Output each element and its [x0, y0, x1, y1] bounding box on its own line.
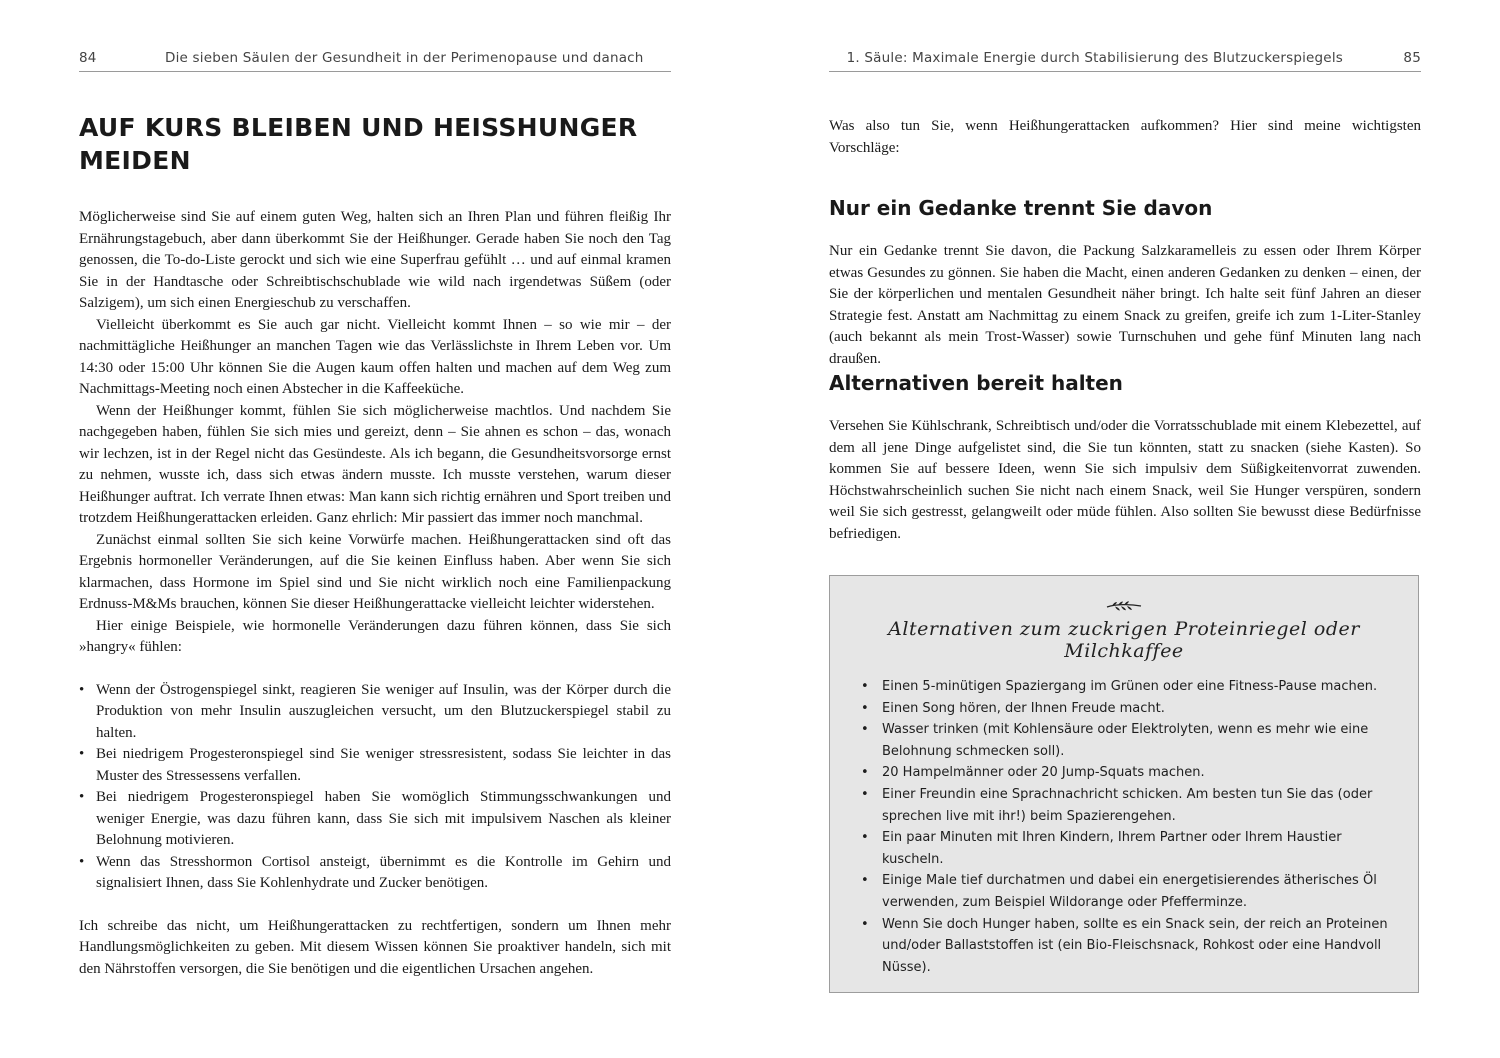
list-item: • 20 Hampelmänner oder 20 Jump-Squats machen.: [852, 762, 1396, 784]
section-heading: Alternativen bereit halten: [829, 371, 1123, 395]
running-header-right: [829, 47, 1421, 72]
tip-box-title: Alternativen zum zuckrigen Proteinriegel oder Milchkaffee: [888, 618, 1360, 662]
list-item: • Ein paar Minuten mit Ihren Kindern, Ihrem Partner oder Ihrem Haustier kuscheln.: [852, 827, 1396, 870]
chapter-heading-line1: AUF KURS BLEIBEN UND HEISSHUNGER: [79, 113, 638, 142]
left-page-body: [79, 111, 671, 980]
hormone-bullet-list: [79, 680, 671, 895]
paragraph: Hier einige Beispiele, wie hormonelle Veränderungen dazu führen können, dass Sie sich »hangry« fühlen:: [79, 617, 671, 655]
paragraph: Zunächst einmal sollten Sie sich keine Vorwürfe machen. Heißhungerattacken sind oft das Ergebnis hormoneller Veränderungen, auf die Sie keinen Einfluss haben. Aber wenn Sie sich klarmachen, dass Hormone im Spiel sind und Sie nicht wirklich noch eine Familienpackung Erdnuss-M&Ms brauchen, können Sie dieser Heißhungerattacke vielleicht leichter widerstehen.: [79, 531, 671, 612]
list-item: • Bei niedrigem Progesteronspiegel sind Sie weniger stressresistent, sodass Sie leichter in das Muster des Stressessens verfallen.: [79, 744, 671, 787]
intro-paragraph: Was also tun Sie, wenn Heißhungerattacken aufkommen? Hier sind meine wichtigsten Vorschläge:: [829, 118, 1421, 156]
list-item: • Bei niedrigem Progesteronspiegel haben Sie womöglich Stimmungsschwankungen und weniger Energie, was dazu führen kann, dass Sie sich mit impulsivem Naschen als kleiner Belohnung motivieren.: [79, 787, 671, 852]
paragraph: Nur ein Gedanke trennt Sie davon, die Packung Salzkaramelleis zu essen oder Ihrem Körper etwas Gesundes zu gönnen. Sie haben die Macht, einen anderen Gedanken zu denken – einen, der Sie der körperlichen und mentalen Gesundheit näher bringt. Ich halte seit fünf Jahren an dieser Strategie fest. Anstatt am Nachmittag zu einem Snack zu greifen, greife ich zum 1-Liter-Stanley (auch bekannt als mein Trost-Wasser) sowie Turnschuhen und gehe fünf Minuten lang nach draußen.: [829, 243, 1421, 367]
paragraph: Versehen Sie Kühlschrank, Schreibtisch und/oder die Vorratsschublade mit einem Klebezettel, auf dem all jene Dinge aufgelistet sind, die Sie tun könnten, statt zu snacken (siehe Kasten). So kommen Sie auf bessere Ideen, wenn Sie sich impulsiv dem Süßigkeitenvorrat zuwenden. Höchstwahrscheinlich suchen Sie nicht nach einem Snack, weil Sie Hunger verspüren, sondern weil Sie sich gestresst, gelangweilt oder müde fühlen. Also sollten Sie bewusst diese Bedürfnisse befriedigen.: [829, 418, 1421, 542]
running-header-left: [79, 47, 671, 72]
leaf-ornament-icon: [1104, 598, 1144, 614]
running-head-title: 1. Säule: Maximale Energie durch Stabilisierung des Blutzuckerspiegels: [846, 50, 1343, 66]
list-item: • Einige Male tief durchatmen und dabei ein energetisierendes ätherisches Öl verwenden, zum Beispiel Wildorange oder Pfefferminze.: [852, 870, 1396, 913]
tip-box-list: [852, 676, 1396, 978]
chapter-heading: [79, 111, 671, 177]
paragraph: Möglicherweise sind Sie auf einem guten Weg, halten sich an Ihren Plan und führen fleißig Ihr Ernährungstagebuch, aber dann überkommt Sie der Heißhunger. Gerade haben Sie noch den Tag genossen, die To-do-Liste gerockt und sich wie eine Superfrau gefühlt … und auf einmal kramen Sie in der Handtasche oder Schreibtischschublade wie wild nach irgendetwas Süßem (oder Salzigem), um sich einen Energieschub zu verschaffen.: [79, 209, 671, 311]
closing-paragraph: Ich schreibe das nicht, um Heißhungerattacken zu rechtfertigen, sondern um Ihnen mehr Handlungsmöglichkeiten zu geben. Mit diesem Wissen können Sie proaktiver handeln, sich mit den Nährstoffen versorgen, die Sie benötigen und die eigentlichen Ursachen angehen.: [79, 917, 671, 977]
page-number: 85: [1403, 50, 1421, 66]
paragraph: Wenn der Heißhunger kommt, fühlen Sie sich möglicherweise machtlos. Und nachdem Sie nachgegeben haben, fühlen Sie sich mies und gereizt, denn – Sie ahnen es schon – das, wonach wir lechzen, ist in der Regel nicht das Gesündeste. Als ich begann, die Gesundheitsvorsorge ernst zu nehmen, wusste ich, dass sich etwas ändern musste. Ich musste verstehen, warum dieser Heißhunger auftrat. Ich verrate Ihnen etwas: Man kann sich richtig ernähren und Sport treiben und trotzdem Heißhungerattacken erleiden. Ganz ehrlich: Mir passiert das immer noch manchmal.: [79, 402, 671, 526]
list-item: • Wenn der Östrogenspiegel sinkt, reagieren Sie weniger auf Insulin, was der Körper durch die Produktion von mehr Insulin auszugleichen versucht, um den Blutzuckerspiegel stabil zu halten.: [79, 680, 671, 745]
paragraph: Vielleicht überkommt es Sie auch gar nicht. Vielleicht kommt Ihnen – so wie mir – der nachmittägliche Heißhunger an manchen Tagen wie das Verlässlichste in Ihrem Leben vor. Um 14:30 oder 15:00 Uhr können Sie die Augen kaum offen halten und machen auf dem Weg zum Nachmittags-Meeting noch einen Abstecher in die Kaffeeküche.: [79, 316, 671, 397]
tip-box: [829, 575, 1419, 993]
list-item: • Wasser trinken (mit Kohlensäure oder Elektrolyten, wenn es mehr wie eine Belohnung schmecken soll).: [852, 719, 1396, 762]
right-page-body: [829, 116, 1421, 993]
section-heading: Nur ein Gedanke trennt Sie davon: [829, 196, 1213, 220]
list-item: • Wenn Sie doch Hunger haben, sollte es ein Snack sein, der reich an Proteinen und/oder Ballaststoffen ist (ein Bio-Fleischsnack, Rohkost oder eine Handvoll Nüsse).: [852, 914, 1396, 979]
running-head-title: Die sieben Säulen der Gesundheit in der Perimenopause und danach: [165, 50, 644, 66]
list-item: • Wenn das Stresshormon Cortisol ansteigt, übernimmt es die Kontrolle im Gehirn und signalisiert Ihnen, dass Sie Kohlenhydrate und Zucker benötigen.: [79, 852, 671, 895]
list-item: • Einer Freundin eine Sprachnachricht schicken. Am besten tun Sie das (oder sprechen live mit ihr!) beim Spazierengehen.: [852, 784, 1396, 827]
list-item: • Einen Song hören, der Ihnen Freude macht.: [852, 698, 1396, 720]
page-number: 84: [79, 50, 97, 66]
chapter-heading-line2: MEIDEN: [79, 146, 191, 175]
list-item: • Einen 5-minütigen Spaziergang im Grünen oder eine Fitness-Pause machen.: [852, 676, 1396, 698]
